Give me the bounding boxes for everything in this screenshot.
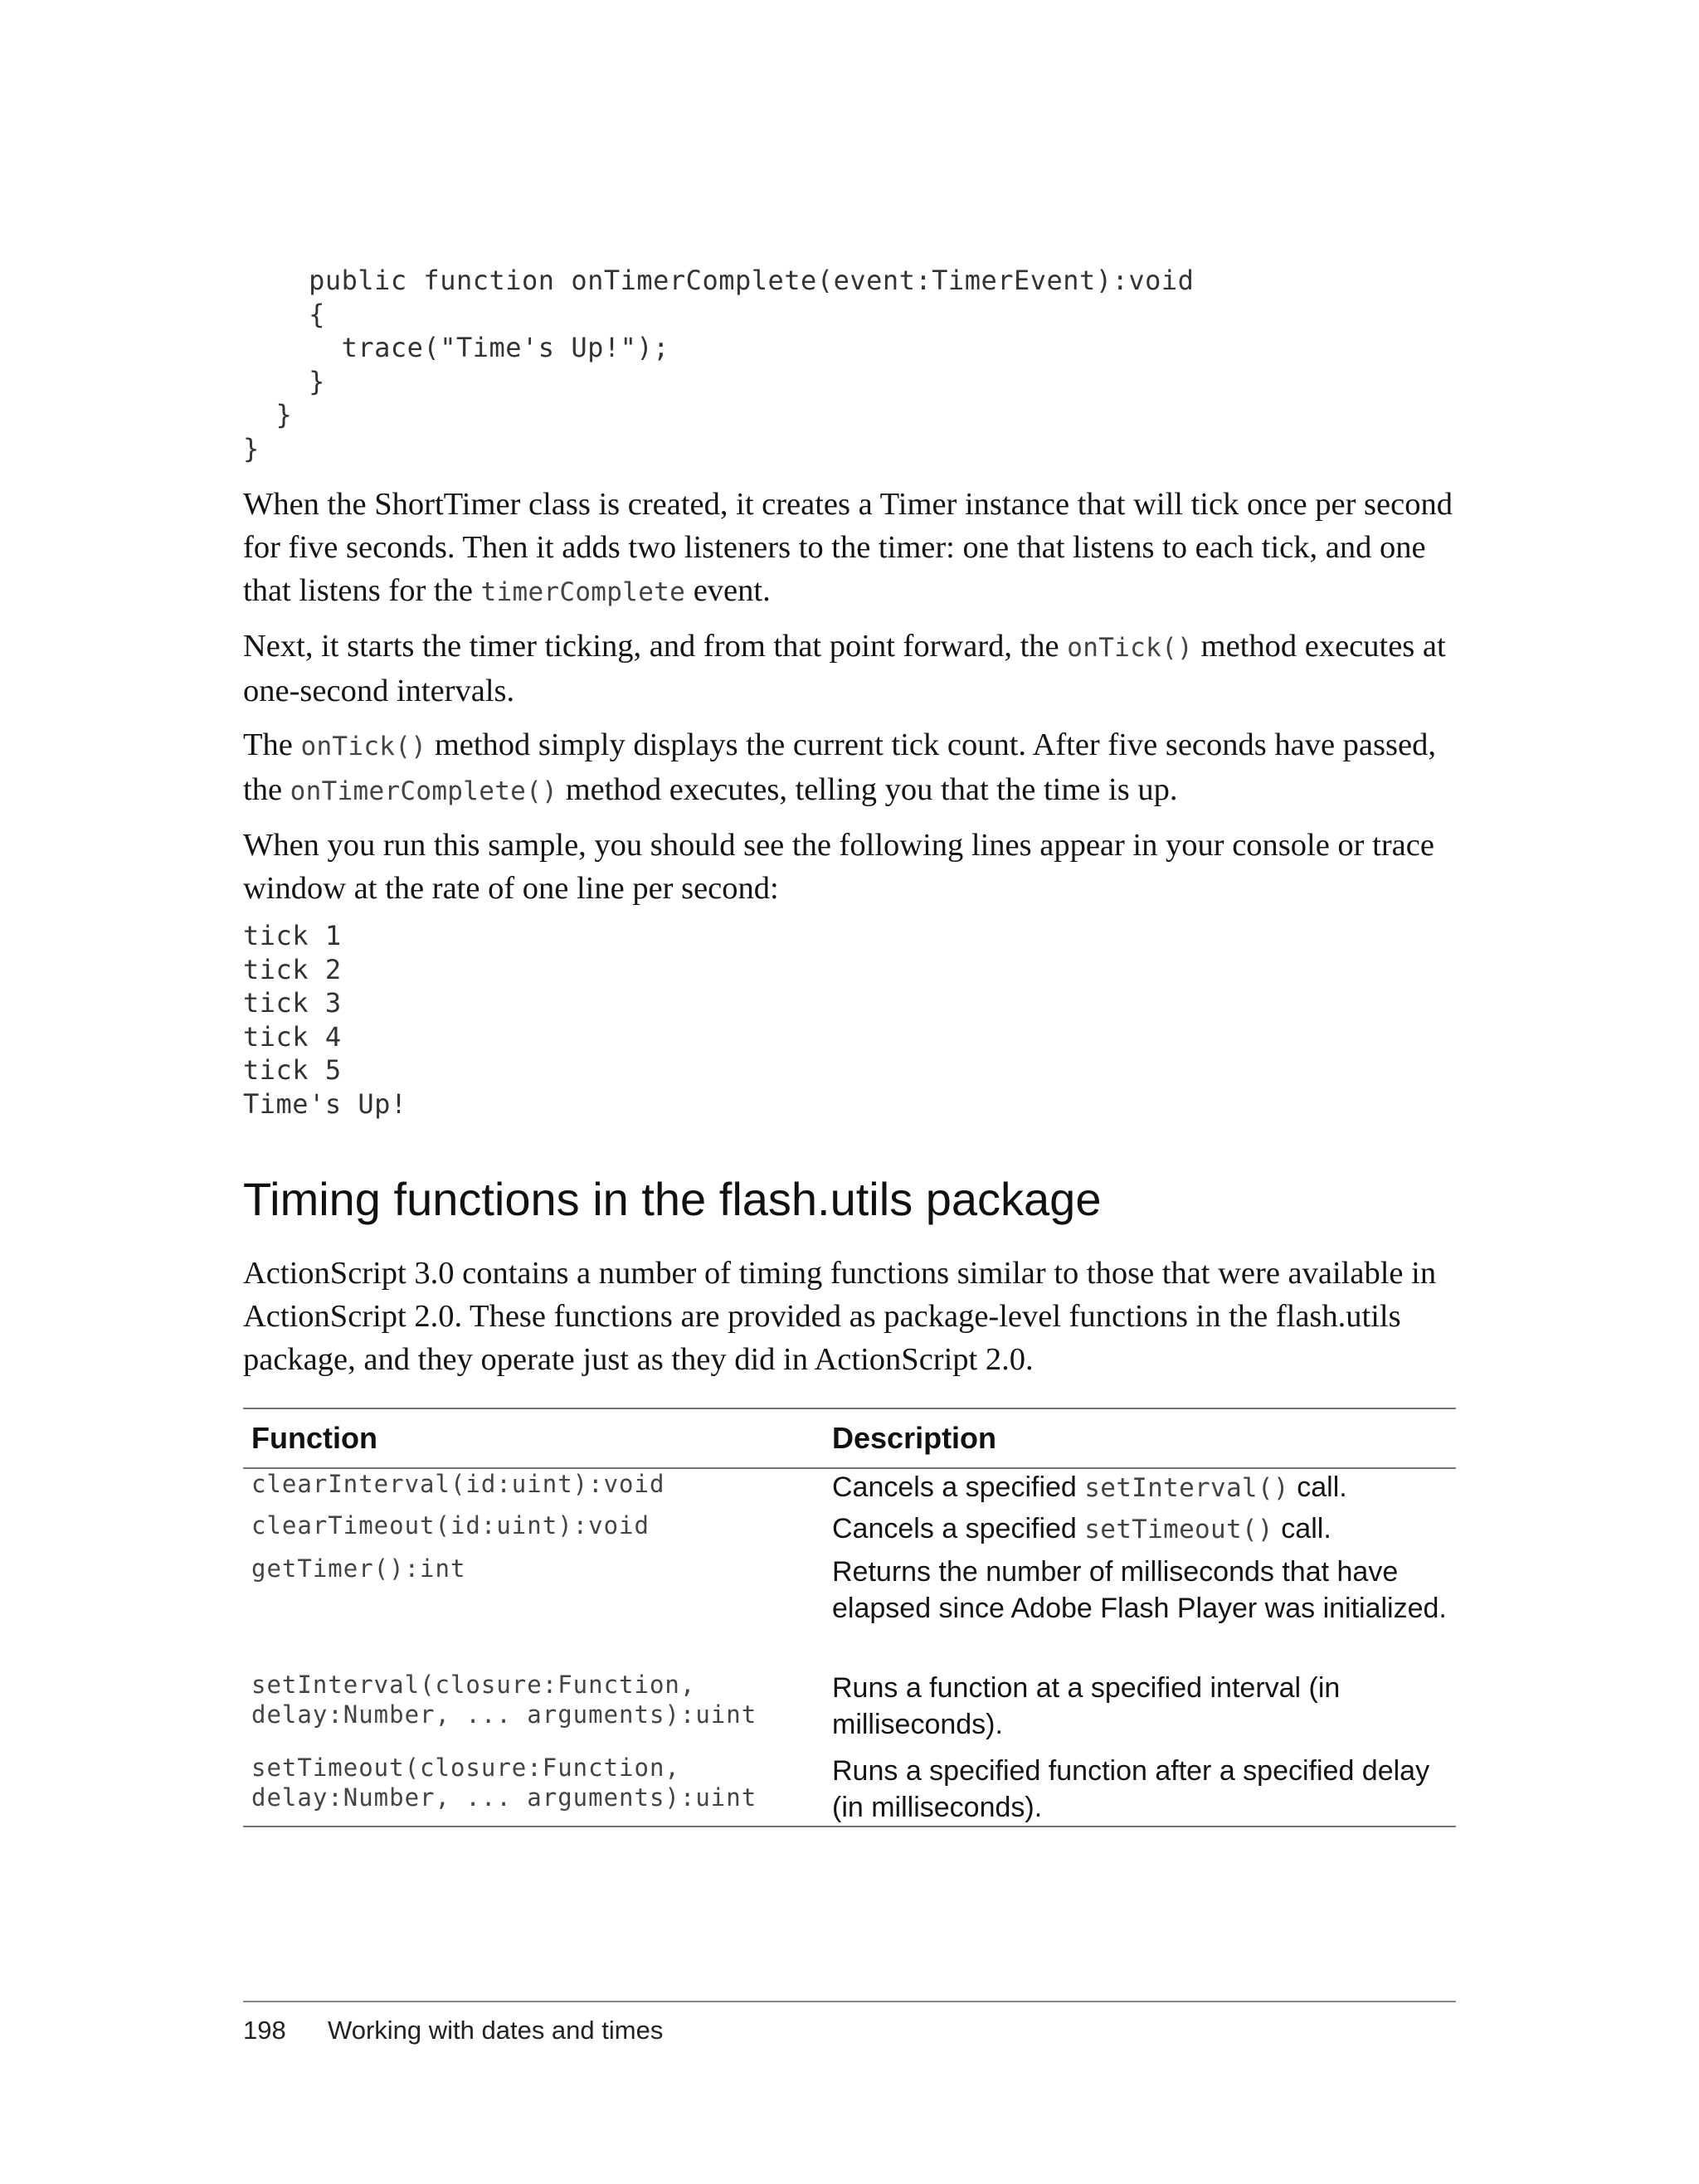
code-line: public function onTimerComplete(event:TimerEvent):void (243, 265, 1195, 296)
section-heading: Timing functions in the flash.utils package (243, 1173, 1102, 1225)
column-header-description: Description (824, 1408, 1456, 1468)
paragraph-shorttimer-description (243, 483, 1456, 614)
code-line: } (243, 399, 293, 430)
paragraph-text: method simply displays the current tick count. After five seconds have passed, the (243, 727, 1436, 807)
paragraph-ontick-method (243, 723, 1456, 813)
inline-code: onTick() (300, 732, 427, 761)
output-line: tick 3 (243, 987, 342, 1019)
inline-code: setTimeout() (1084, 1515, 1273, 1544)
output-line: tick 1 (243, 920, 342, 951)
description-text: call. (1273, 1513, 1331, 1544)
function-description (824, 1510, 1456, 1554)
signature-line: delay:Number, ... arguments):uint (251, 1783, 757, 1812)
signature-line: delay:Number, ... arguments):uint (251, 1700, 757, 1729)
inline-code: timerComplete (480, 577, 686, 607)
timing-functions-table (243, 1408, 1456, 1827)
function-signature (243, 1753, 824, 1826)
description-text: call. (1288, 1471, 1347, 1503)
function-description: Runs a specified function after a specified delay (in milliseconds). (832, 1755, 1430, 1823)
description-text: Cancels a specified (832, 1513, 1085, 1544)
table-row (243, 1468, 1456, 1510)
table-row (243, 1670, 1456, 1753)
function-signature (243, 1670, 824, 1753)
description-text: Cancels a specified (832, 1471, 1085, 1503)
column-header-function: Function (243, 1408, 824, 1468)
code-line: { (243, 298, 325, 330)
code-line: trace("Time's Up!"); (243, 332, 669, 363)
function-description: Runs a function at a specified interval (in milliseconds). (832, 1672, 1341, 1740)
paragraph-text: event. (685, 573, 771, 608)
paragraph-text: When the ShortTimer class is created, it creates a Timer instance that will tick once per second for five seconds. Then it adds two listeners to the timer: one that listens to each tick, and one that listens for the (243, 487, 1453, 608)
table-row (243, 1510, 1456, 1554)
section-intro: ActionScript 3.0 contains a number of timing functions similar to those that were available in ActionScript 2.0. These functions are provided as package-level functions in the flash.utils package, and they operate just as they did in ActionScript 2.0. (243, 1256, 1437, 1377)
output-line: Time's Up! (243, 1087, 407, 1120)
function-description: Returns the number of milliseconds that have elapsed since Adobe Flash Player was initialized. (832, 1556, 1447, 1624)
output-line: tick 2 (243, 953, 342, 985)
table-row (243, 1753, 1456, 1826)
inline-code: setInterval() (1084, 1473, 1289, 1503)
code-line: } (243, 365, 325, 397)
page-number: 198 (243, 2016, 286, 2045)
function-description (824, 1468, 1456, 1510)
paragraph-run-sample: When you run this sample, you should see the following lines appear in your console or trace window at the rate of one line per second: (243, 828, 1434, 906)
function-signature: clearInterval(id:uint):void (251, 1470, 665, 1498)
inline-code: onTick() (1067, 633, 1193, 663)
function-signature: clearTimeout(id:uint):void (251, 1511, 650, 1540)
function-signature: getTimer():int (251, 1554, 466, 1583)
paragraph-text: method executes, telling you that the time is up. (557, 772, 1178, 807)
table-row (243, 1554, 1456, 1670)
chapter-title: Working with dates and times (328, 2016, 664, 2045)
code-listing (243, 264, 1194, 465)
code-line: } (243, 432, 260, 465)
paragraph-ontick-intervals (243, 625, 1456, 713)
output-line: tick 5 (243, 1054, 342, 1086)
footer-divider (243, 2001, 1456, 2002)
paragraph-text: method executes at one-second intervals. (243, 629, 1446, 708)
body-text (243, 483, 1456, 921)
output-line: tick 4 (243, 1020, 342, 1053)
console-output-listing (243, 919, 407, 1121)
inline-code: onTimerComplete() (290, 776, 558, 806)
paragraph-text: Next, it starts the timer ticking, and from that point forward, the (243, 629, 1068, 664)
signature-line: setTimeout(closure:Function, (251, 1754, 680, 1782)
signature-line: setInterval(closure:Function, (251, 1671, 696, 1699)
paragraph-text: The (243, 727, 301, 762)
table-header-row (243, 1408, 1456, 1468)
page-footer (243, 2014, 663, 2047)
